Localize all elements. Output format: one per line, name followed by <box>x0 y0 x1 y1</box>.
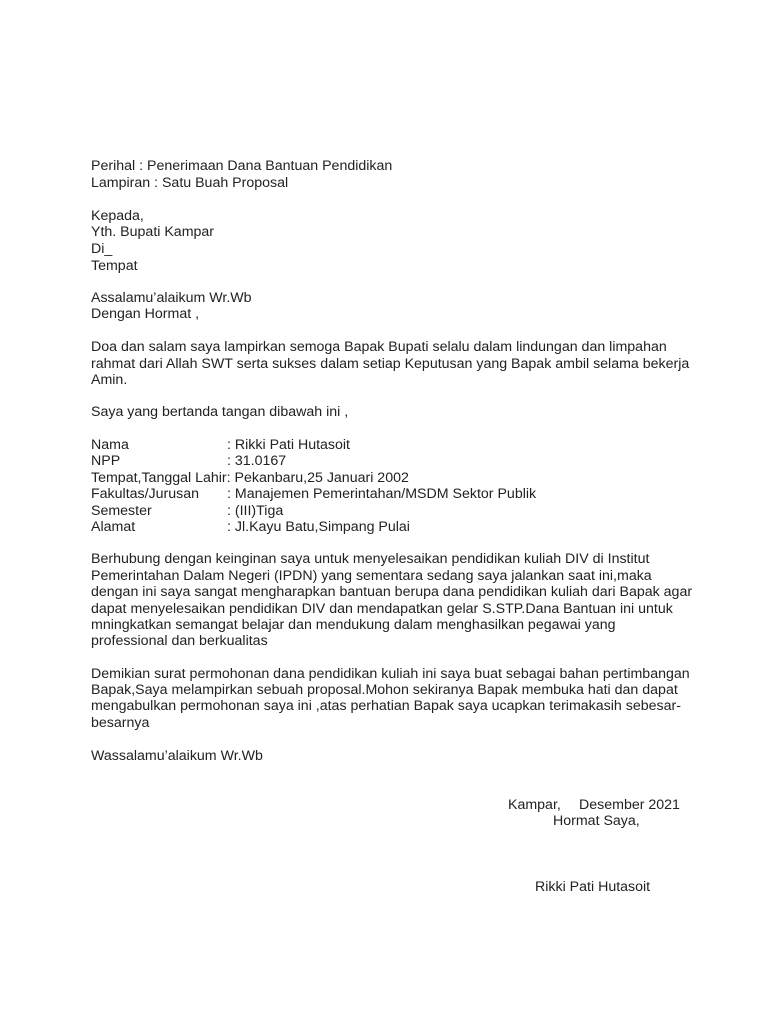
identity-value: : Manajemen Pemerintahan/MSDM Sektor Publik <box>227 486 537 502</box>
para2-line: Berhubung dengan keinginan saya untuk menyelesaikan pendidikan kuliah DIV di Institut <box>91 551 650 567</box>
signature-place: Kampar, <box>508 797 561 813</box>
para2-line: mningkatkan semangat belajar dan mendukung dalam menghasilkan pegawai yang <box>91 617 616 633</box>
para2-line: dengan ini saya sangat mengharapkan bantuan berupa dana pendidikan kuliah dari Bapak agar <box>91 584 693 600</box>
identity-label: Semester <box>91 503 152 519</box>
identity-value: : Rikki Pati Hutasoit <box>227 437 350 453</box>
identity-value: : Pekanbaru,25 Januari 2002 <box>226 470 409 486</box>
identity-row <box>91 486 536 502</box>
recipient-di: Di_ <box>91 241 113 257</box>
para2-line: Pemerintahan Dalam Negeri (IPDN) yang sementara sedang saya jalankan saat ini,maka <box>91 568 652 584</box>
identity-label: NPP <box>91 453 121 469</box>
identity-value: : (III)Tiga <box>227 503 284 519</box>
identity-label: Alamat <box>91 519 136 535</box>
identity-row <box>91 519 410 535</box>
signature-hormat: Hormat Saya, <box>553 813 640 829</box>
recipient-kepada: Kepada, <box>91 208 144 224</box>
identity-label: Fakultas/Jurusan <box>91 486 200 502</box>
identity-value: : 31.0167 <box>227 453 287 469</box>
para2-line: dapat menyelesaikan pendidikan DIV dan mendapatkan gelar S.STP.Dana Bantuan ini untuk <box>91 601 673 617</box>
para1-line: Doa dan salam saya lampirkan semoga Bapak Bupati selalu dalam lindungan dan limpahan <box>91 339 667 355</box>
para3-line: Bapak,Saya melampirkan sebuah proposal.Mohon sekiranya Bapak membuka hati dan dapat <box>91 682 678 698</box>
para1-line: Amin. <box>91 372 128 388</box>
para2-line: professional dan berkualitas <box>91 633 268 649</box>
identity-label: Tempat,Tanggal Lahir <box>91 470 227 486</box>
para3-line: besarnya <box>91 715 150 731</box>
recipient-tempat: Tempat <box>91 258 138 274</box>
para3-line: Demikian surat permohonan dana pendidikan kuliah ini saya buat sebagai bahan pertimbangan <box>91 666 690 682</box>
para1-line: rahmat dari Allah SWT serta sukses dalam setiap Keputusan yang Bapak ambil selama bekerja <box>91 356 690 372</box>
para3-line: mengabulkan permohonan saya ini ,atas perhatian Bapak saya ucapkan terimakasih sebesar- <box>91 698 681 714</box>
perihal-line: Perihal : Penerimaan Dana Bantuan Pendidikan <box>91 158 393 174</box>
intro-line: Saya yang bertanda tangan dibawah ini , <box>91 404 349 420</box>
identity-row <box>91 437 350 453</box>
identity-row <box>91 470 409 486</box>
greeting-salam: Assalamu’alaikum Wr.Wb <box>91 290 252 306</box>
greeting-hormat: Dengan Hormat , <box>91 306 200 322</box>
closing-salam: Wassalamu’alaikum Wr.Wb <box>91 748 263 764</box>
signature-date: Desember 2021 <box>579 797 680 813</box>
identity-value: : Jl.Kayu Batu,Simpang Pulai <box>227 519 410 535</box>
lampiran-line: Lampiran : Satu Buah Proposal <box>91 175 289 191</box>
identity-row <box>91 503 283 519</box>
identity-label: Nama <box>91 437 129 453</box>
signature-name: Rikki Pati Hutasoit <box>535 879 651 895</box>
identity-row <box>91 453 286 469</box>
recipient-name: Yth. Bupati Kampar <box>91 224 215 240</box>
